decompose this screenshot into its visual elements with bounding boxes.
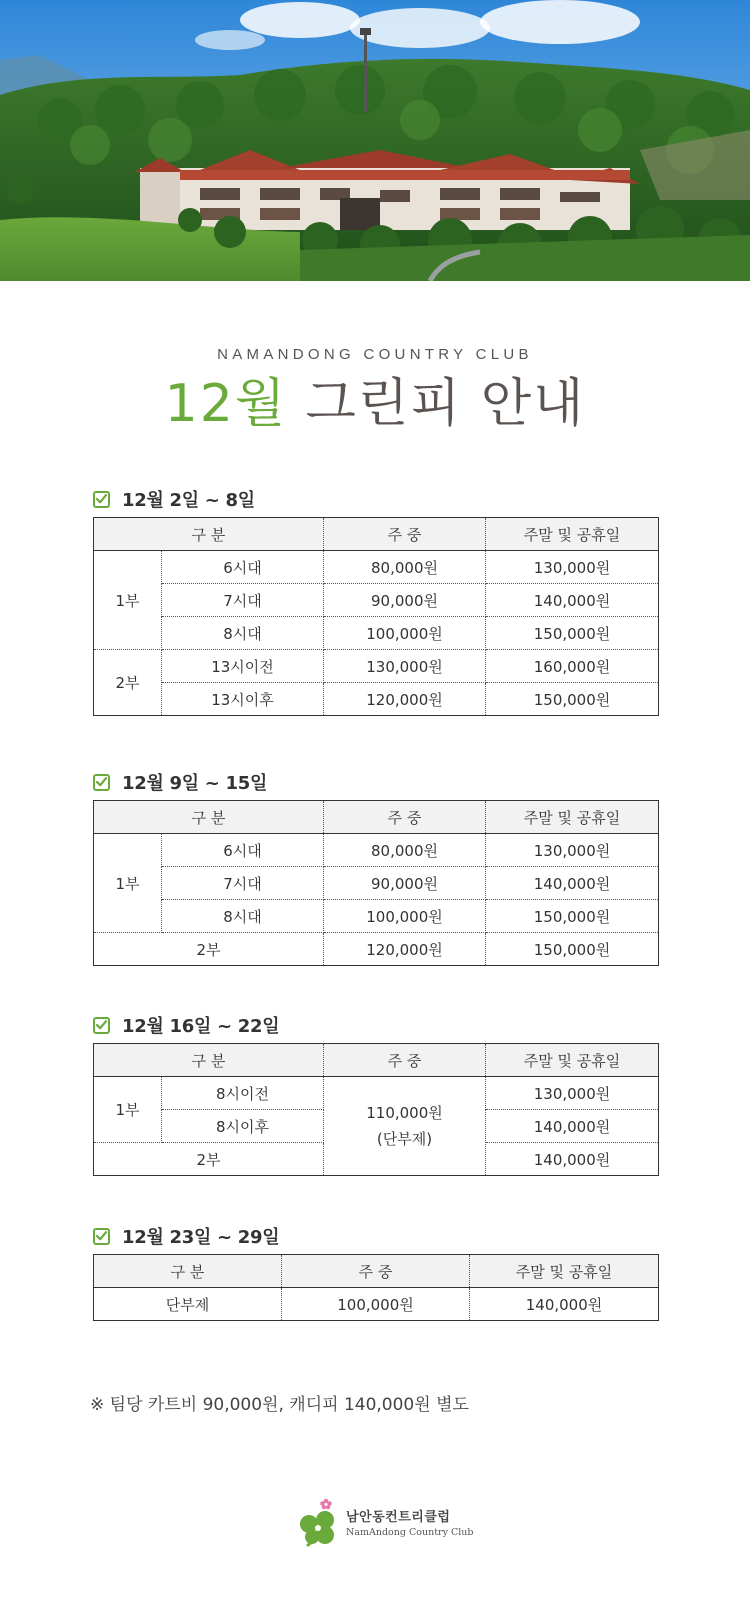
- table-header-row: [94, 1255, 659, 1288]
- weekday-price: 100,000원: [282, 1288, 470, 1321]
- section-title: 12월 9일 ~ 15일: [122, 773, 268, 794]
- fee-section-1: [93, 481, 658, 716]
- table-row: [94, 867, 659, 900]
- slot-cell: 8시이후: [162, 1110, 324, 1143]
- fee-table: [93, 800, 659, 966]
- weekend-price: 150,000원: [486, 617, 659, 650]
- logo-english: NamAndong Country Club: [346, 1526, 474, 1538]
- weekday-price: 130,000원: [324, 650, 486, 683]
- col-header-weekday: 주 중: [324, 518, 486, 551]
- slot-cell: 13시이전: [162, 650, 324, 683]
- fee-section-2: [93, 764, 658, 966]
- weekend-price: 140,000원: [486, 1110, 659, 1143]
- weekday-price: 100,000원: [324, 617, 486, 650]
- page-title: [0, 374, 750, 434]
- fee-table: [93, 1254, 659, 1321]
- col-header-category: 구 분: [94, 801, 324, 834]
- weekday-price: 80,000원: [324, 834, 486, 867]
- check-icon: [93, 491, 110, 508]
- section-header: [93, 1007, 658, 1043]
- group-cell: 1부: [94, 834, 162, 933]
- weekend-price: 130,000원: [486, 551, 659, 584]
- section-title: 12월 16일 ~ 22일: [122, 1016, 280, 1037]
- fee-section-4: [93, 1218, 658, 1321]
- section-header: [93, 764, 658, 800]
- fee-table: [93, 517, 659, 716]
- slot-cell: 6시대: [162, 551, 324, 584]
- table-row: [94, 933, 659, 966]
- col-header-category: 구 분: [94, 518, 324, 551]
- table-header-row: [94, 1044, 659, 1077]
- weekday-price-merged: [324, 1077, 486, 1176]
- group-cell: 1부: [94, 1077, 162, 1143]
- col-header-weekday: 주 중: [282, 1255, 470, 1288]
- section-title: 12월 2일 ~ 8일: [122, 490, 255, 511]
- weekday-price: 90,000원: [324, 867, 486, 900]
- slot-cell: 7시대: [162, 867, 324, 900]
- weekday-price: 110,000원: [366, 1104, 443, 1122]
- slot-cell: 7시대: [162, 584, 324, 617]
- check-icon: [93, 774, 110, 791]
- weekend-price: 140,000원: [525, 1295, 603, 1314]
- table-row: [94, 900, 659, 933]
- logo-text: [346, 1510, 473, 1539]
- fee-note: ※ 팀당 카트비 90,000원, 캐디피 140,000원 별도: [90, 1395, 469, 1415]
- col-header-weekday: 주 중: [324, 801, 486, 834]
- weekday-price: 120,000원: [324, 933, 486, 966]
- weekday-price: 80,000원: [324, 551, 486, 584]
- check-icon: [93, 1017, 110, 1034]
- group-cell: 1부: [94, 551, 162, 650]
- col-header-category: 구 분: [94, 1044, 324, 1077]
- logo-korean: 남안동컨트리클럽: [346, 1509, 451, 1525]
- weekend-price: 140,000원: [533, 1150, 611, 1169]
- title-month: 12월: [164, 374, 288, 434]
- club-eyebrow: NAMANDONG COUNTRY CLUB: [217, 346, 533, 363]
- weekend-price: 160,000원: [486, 650, 659, 683]
- table-row: [94, 834, 659, 867]
- section-header: [93, 481, 658, 517]
- club-logo: [296, 1497, 473, 1551]
- clover-logo-icon: [296, 1497, 340, 1551]
- table-header-row: [94, 518, 659, 551]
- weekend-price: 150,000원: [486, 900, 659, 933]
- col-header-weekend: 주말 및 공휴일: [486, 518, 659, 551]
- weekend-price: 130,000원: [486, 1077, 659, 1110]
- weekend-price: 130,000원: [486, 834, 659, 867]
- table-row: [94, 650, 659, 683]
- section-title: 12월 23일 ~ 29일: [122, 1227, 280, 1248]
- fee-section-3: [93, 1007, 658, 1176]
- check-icon: [93, 1228, 110, 1245]
- slot-cell: 8시대: [162, 617, 324, 650]
- fee-table: [93, 1043, 659, 1176]
- col-header-weekday: 주 중: [324, 1044, 486, 1077]
- slot-cell: 8시이전: [162, 1077, 324, 1110]
- table-row: [94, 551, 659, 584]
- group-cell: 2부: [94, 1143, 324, 1176]
- group-cell: 2부: [94, 933, 324, 966]
- table-row: [94, 617, 659, 650]
- col-header-weekend: 주말 및 공휴일: [486, 1044, 659, 1077]
- weekend-price: 150,000원: [533, 690, 611, 709]
- weekday-price: 90,000원: [324, 584, 486, 617]
- weekday-note: (단부제): [376, 1130, 433, 1148]
- table-row: [94, 584, 659, 617]
- table-row: [94, 1077, 659, 1110]
- table-header-row: [94, 801, 659, 834]
- section-header: [93, 1218, 658, 1254]
- table-row: [94, 1288, 659, 1321]
- weekend-price: 140,000원: [486, 584, 659, 617]
- weekend-price: 150,000원: [533, 940, 611, 959]
- title-text: 그린피 안내: [305, 374, 586, 434]
- slot-cell: 13시이후: [162, 683, 324, 716]
- hero-image: [0, 0, 750, 281]
- col-header-weekend: 주말 및 공휴일: [486, 801, 659, 834]
- slot-cell: 8시대: [162, 900, 324, 933]
- weekday-price: 100,000원: [324, 900, 486, 933]
- group-cell: 단부제: [94, 1288, 282, 1321]
- table-row: [94, 683, 659, 716]
- col-header-weekend: 주말 및 공휴일: [470, 1255, 659, 1288]
- group-cell: 2부: [94, 650, 162, 716]
- slot-cell: 6시대: [162, 834, 324, 867]
- weekday-price: 120,000원: [324, 683, 486, 716]
- col-header-category: 구 분: [94, 1255, 282, 1288]
- weekend-price: 140,000원: [486, 867, 659, 900]
